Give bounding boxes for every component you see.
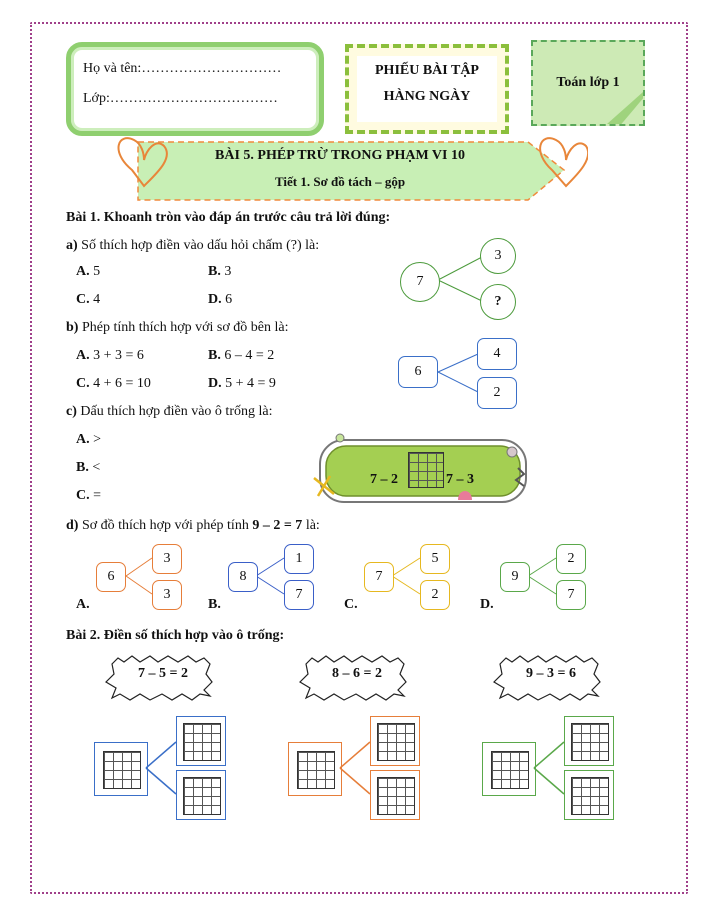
worksheet-title-line2: HÀNG NGÀY — [383, 89, 471, 104]
grade-label: Toán lớp 1 — [531, 40, 645, 126]
question-c: c) Dấu thích hợp điền vào ô trống là: — [66, 404, 273, 419]
question-a: a) Số thích hợp điền vào dấu hỏi chấm (?) là: — [66, 238, 320, 253]
worksheet-title-line1: PHIẾU BÀI TẬP — [375, 63, 479, 78]
ex2-d2-part1 — [370, 716, 420, 766]
question-b: b) Phép tính thích hợp với sơ đồ bên là: — [66, 320, 289, 335]
ex2-d2-part2-input[interactable] — [377, 777, 415, 815]
question-d: d) Sơ đồ thích hợp với phép tính 9 – 2 = 7 là: — [66, 518, 320, 533]
ex2-expression-1: 7 – 5 = 2 — [138, 666, 188, 681]
diagram-a-part2: ? — [480, 284, 516, 320]
option-d-D-part1: 2 — [556, 544, 586, 574]
diagram-b-whole: 6 — [398, 356, 438, 388]
option-d-B-whole: 8 — [228, 562, 258, 592]
comparison-left: 7 – 2 — [370, 472, 398, 487]
option-a-D[interactable]: D. 6 — [208, 292, 233, 307]
diagram-a-whole: 7 — [400, 262, 440, 302]
class-field[interactable]: Lớp:……………………………… — [83, 91, 278, 106]
lesson-title: BÀI 5. PHÉP TRỪ TRONG PHẠM VI 10 — [215, 148, 465, 163]
option-d-A-part1: 3 — [152, 544, 182, 574]
option-d-D-part2: 7 — [556, 580, 586, 610]
option-d-D-label[interactable]: D. — [480, 597, 494, 612]
lesson-banner — [108, 130, 588, 206]
ex2-d3-whole — [482, 742, 536, 796]
option-d-B-label[interactable]: B. — [208, 597, 221, 612]
ex2-d2-part2 — [370, 770, 420, 820]
ex2-d3-part2 — [564, 770, 614, 820]
exercise-2-title: Bài 2. Điền số thích hợp vào ô trống: — [66, 628, 285, 643]
diagram-b-part1: 4 — [477, 338, 517, 370]
ex2-d1-whole-input[interactable] — [103, 751, 141, 789]
student-info-box — [66, 42, 324, 136]
option-d-A-whole: 6 — [96, 562, 126, 592]
ex2-d3-part2-input[interactable] — [571, 777, 609, 815]
diagram-a-part1: 3 — [480, 238, 516, 274]
comparison-right: 7 – 3 — [446, 472, 474, 487]
worksheet-title-box — [345, 44, 509, 134]
option-a-B[interactable]: B. 3 — [208, 264, 232, 279]
option-d-B-part2: 7 — [284, 580, 314, 610]
option-b-A[interactable]: A. 3 + 3 = 6 — [76, 348, 144, 363]
option-a-C[interactable]: C. 4 — [76, 292, 101, 307]
ex2-d1-part1 — [176, 716, 226, 766]
option-c-B[interactable]: B. < — [76, 460, 101, 475]
option-d-C-whole: 7 — [364, 562, 394, 592]
lesson-period: Tiết 1. Sơ đồ tách – gộp — [274, 174, 406, 189]
option-d-A-label[interactable]: A. — [76, 597, 90, 612]
comparison-answer-box[interactable] — [408, 452, 444, 488]
ex2-d2-whole — [288, 742, 342, 796]
name-field[interactable]: Họ và tên:………………………… — [83, 61, 282, 76]
ex2-expression-3: 9 – 3 = 6 — [526, 666, 576, 681]
ex2-d3-part1 — [564, 716, 614, 766]
ex2-d1-whole — [94, 742, 148, 796]
option-b-D[interactable]: D. 5 + 4 = 9 — [208, 376, 276, 391]
ex2-d2-part1-input[interactable] — [377, 723, 415, 761]
option-c-C[interactable]: C. = — [76, 488, 102, 503]
option-c-A[interactable]: A. > — [76, 432, 102, 447]
option-d-C-part1: 5 — [420, 544, 450, 574]
ex2-d3-part1-input[interactable] — [571, 723, 609, 761]
option-a-A[interactable]: A. 5 — [76, 264, 101, 279]
exercise-1-title: Bài 1. Khoanh tròn vào đáp án trước câu trả lời đúng: — [66, 210, 391, 225]
option-d-A-part2: 3 — [152, 580, 182, 610]
ex2-d1-part2-input[interactable] — [183, 777, 221, 815]
option-b-B[interactable]: B. 6 – 4 = 2 — [208, 348, 275, 363]
ex2-d1-part2 — [176, 770, 226, 820]
option-b-C[interactable]: C. 4 + 6 = 10 — [76, 376, 151, 391]
option-d-D-whole: 9 — [500, 562, 530, 592]
diagram-b-part2: 2 — [477, 377, 517, 409]
ex2-d1-part1-input[interactable] — [183, 723, 221, 761]
option-d-C-part2: 2 — [420, 580, 450, 610]
ex2-d3-whole-input[interactable] — [491, 751, 529, 789]
ex2-d2-whole-input[interactable] — [297, 751, 335, 789]
option-d-B-part1: 1 — [284, 544, 314, 574]
ex2-expression-2: 8 – 6 = 2 — [332, 666, 382, 681]
option-d-C-label[interactable]: C. — [344, 597, 358, 612]
